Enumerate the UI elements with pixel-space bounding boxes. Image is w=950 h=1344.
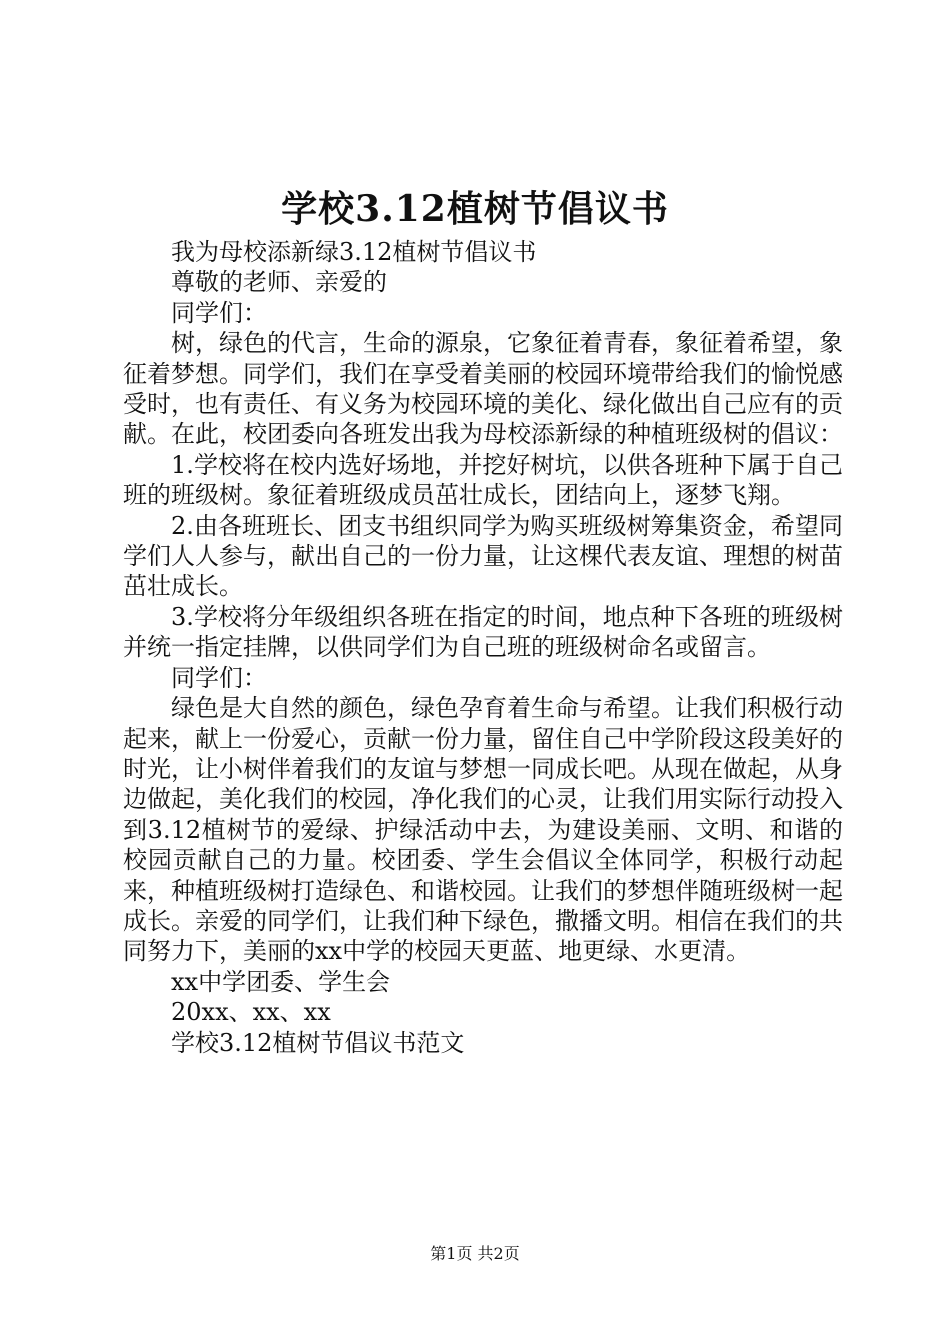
paragraph-item-3: 3.学校将分年级组织各班在指定的时间，地点种下各班的班级树并统一指定挂牌，以供同学们为自己班的班级树命名或留言。: [123, 602, 843, 662]
paragraph-signature: xx中学团委、学生会: [171, 967, 391, 996]
paragraph-address-2: 同学们：: [171, 663, 267, 692]
paragraph-intro: 树，绿色的代言，生命的源泉，它象征着青春，象征着希望，象征着梦想。同学们，我们在享受着美丽的校园环境带给我们的愉悦感受时，也有责任、有义务为校园环境的美化、绿化做出自己应有的贡献。在此，校团委向各班发出我为母校添新绿的种植班级树的倡议：: [123, 329, 843, 449]
paragraph-date: 20xx、xx、xx: [171, 998, 331, 1027]
document-title: 学校3.12植树节倡议书: [281, 188, 669, 230]
paragraph-next-heading: 学校3.12植树节倡议书范文: [171, 1028, 465, 1057]
paragraph-item-2: 2.由各班班长、团支书组织同学为购买班级树筹集资金，希望同学们人人参与，献出自己的一份力量，让这棵代表友谊、理想的树苗茁壮成长。: [123, 511, 843, 601]
page-footer: 第1页 共2页: [430, 1244, 520, 1263]
paragraph-address: 同学们：: [171, 298, 267, 327]
paragraph-subtitle: 我为母校添新绿3.12植树节倡议书: [171, 238, 537, 266]
paragraph-item-1: 1.学校将在校内选好场地，并挖好树坑，以供各班种下属于自己班的班级树。象征着班级成员茁壮成长，团结向上，逐梦飞翔。: [123, 450, 843, 510]
paragraph-closing: 绿色是大自然的颜色，绿色孕育着生命与希望。让我们积极行动起来，献上一份爱心，贡献一份力量，留住自己中学阶段这段美好的时光，让小树伴着我们的友谊与梦想一同成长吧。从现在做起，从身边做起，美化我们的校园，净化我们的心灵，让我们用实际行动投入到3.12植树节的爱绿、护绿活动中去，为建设美丽、文明、和谐的校园贡献自己的力量。校团委、学生会倡议全体同学，积极行动起来，种植班级树打造绿色、和谐校园。让我们的梦想伴随班级树一起成长。亲爱的同学们，让我们种下绿色，撒播文明。相信在我们的共同努力下，美丽的xx中学的校园天更蓝、地更绿、水更清。: [123, 694, 843, 966]
paragraph-salutation: 尊敬的老师、亲爱的: [171, 268, 387, 297]
document-body: [123, 237, 843, 1058]
